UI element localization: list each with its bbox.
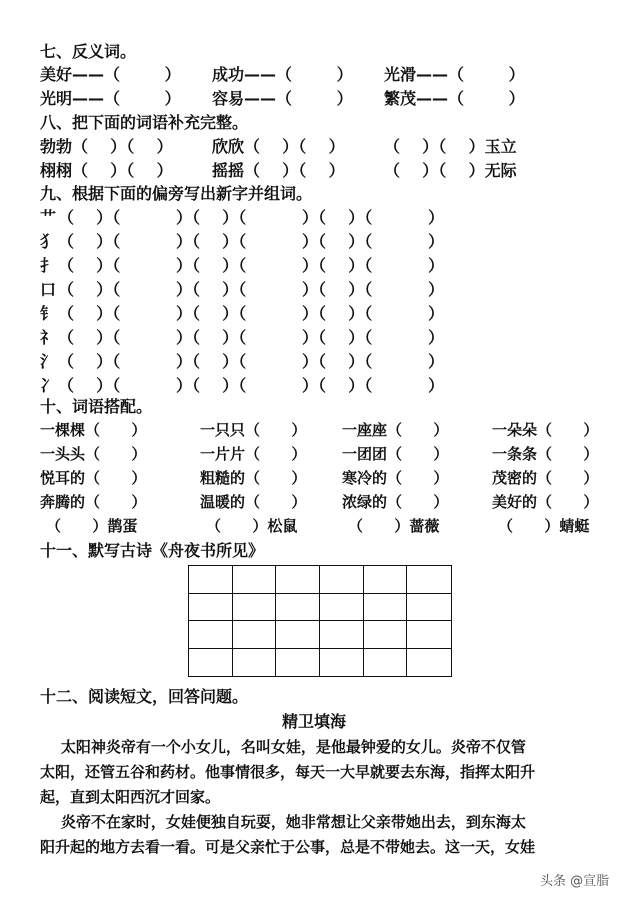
phrase-item: 欣欣（ ）（ ） [212,137,345,156]
radical-blanks: （ ）（ ）（ ）（ ）（ ）（ ） [58,208,444,227]
radical-blanks: （ ）（ ）（ ）（ ）（ ）（ ） [58,256,444,275]
radical-blanks: （ ）（ ）（ ）（ ）（ ）（ ） [58,232,444,251]
radical-label: 礻 [40,328,57,347]
section-8-title: 八、把下面的词语补充完整。 [40,113,249,132]
collocation-item: 一头头（ ） [40,445,147,463]
radical-blanks: （ ）（ ）（ ）（ ）（ ）（ ） [58,376,444,395]
antonym-item: 光明——（ ） [40,89,181,108]
collocation-item: 一朵朵（ ） [492,421,599,439]
poem-writing-grid[interactable] [188,565,452,677]
section-7-title: 七、反义词。 [40,42,137,61]
collocation-item: 温暖的（ ） [200,493,307,511]
collocation-item: 奔腾的（ ） [40,493,147,511]
antonym-item: 光滑——（ ） [384,65,525,84]
radical-blanks: （ ）（ ）（ ）（ ）（ ）（ ） [58,304,444,323]
collocation-item: 一片片（ ） [200,445,307,463]
antonym-item: 成功——（ ） [212,65,353,84]
collocation-item: 一座座（ ） [342,421,449,439]
collocation-item: 茂密的（ ） [492,469,599,487]
collocation-item: 一只只（ ） [200,421,307,439]
collocation-item: 粗糙的（ ） [200,469,307,487]
collocation-item: 美好的（ ） [492,493,599,511]
phrase-item: （ ）（ ）玉立 [384,137,517,156]
section-12-title: 十二、阅读短文，回答问题。 [40,687,249,706]
collocation-item: （ ）鹊蛋 [46,517,138,535]
story-line: 阳升起的地方去看一看。可是父亲忙于公事，总是不带她去。这一天，女娃 [40,838,536,856]
antonym-item: 美好——（ ） [40,65,181,84]
collocation-item: （ ）蔷薇 [348,517,440,535]
section-11-title: 十一、默写古诗《舟夜书所见》 [40,541,265,560]
antonym-item: 繁茂——（ ） [384,89,525,108]
collocation-item: 一团团（ ） [342,445,449,463]
story-line: 起，直到太阳西沉才回家。 [40,788,221,806]
phrase-item: 栩栩（ ）（ ） [40,161,173,180]
antonym-item: 容易——（ ） [212,89,353,108]
radical-label: 钅 [40,304,57,323]
story-title: 精卫填海 [282,712,347,731]
phrase-item: 勃勃（ ）（ ） [40,137,173,156]
collocation-item: 一棵棵（ ） [40,421,147,439]
radical-label: 氵 [40,352,57,371]
radical-blanks: （ ）（ ）（ ）（ ）（ ）（ ） [58,280,444,299]
radical-label: 扌 [40,256,57,275]
collocation-item: 寒冷的（ ） [342,469,449,487]
collocation-item: 一条条（ ） [492,445,599,463]
story-line: 太阳神炎帝有一个小女儿，名叫女娃，是他最钟爱的女儿。炎帝不仅管 [40,738,526,756]
phrase-item: 摇摇（ ）（ ） [212,161,345,180]
section-10-title: 十、词语搭配。 [40,397,153,416]
radical-blanks: （ ）（ ）（ ）（ ）（ ）（ ） [58,352,444,371]
collocation-item: 悦耳的（ ） [40,469,147,487]
story-line: 炎帝不在家时，女娃便独自玩耍，她非常想让父亲带她出去，到东海太 [40,813,526,831]
collocation-item: 浓绿的（ ） [342,493,449,511]
collocation-item: （ ）松鼠 [206,517,298,535]
section-9-title: 九、根据下面的偏旁写出新字并组词。 [40,184,313,203]
watermark: 头条 @宣脂 [540,874,610,889]
collocation-item: （ ）蜻蜓 [498,517,590,535]
radical-blanks: （ ）（ ）（ ）（ ）（ ）（ ） [58,328,444,347]
radical-label: 冫 [40,376,57,395]
radical-label: 犭 [40,232,57,251]
radical-label: 口 [40,280,57,299]
phrase-item: （ ）（ ）无际 [384,161,517,180]
radical-label: 艹 [40,208,57,227]
story-line: 太阳，还管五谷和药材。他事情很多，每天一大早就要去东海，指挥太阳升 [40,763,536,781]
